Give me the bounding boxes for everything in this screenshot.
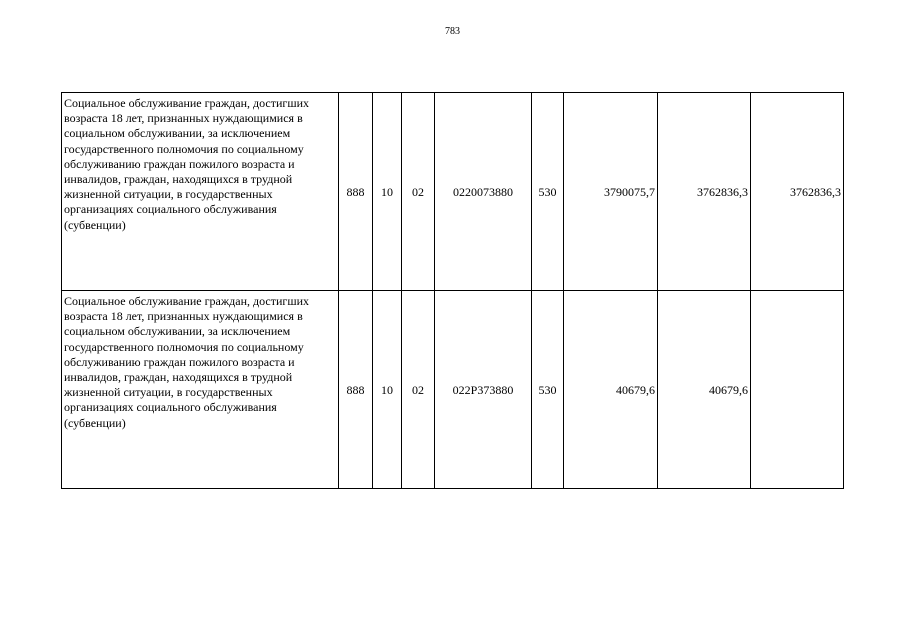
subsection-cell: 02 [402, 291, 435, 489]
page-number: 783 [445, 26, 460, 37]
amount-year-1-cell: 3790075,7 [564, 93, 658, 291]
amount-year-2-cell: 3762836,3 [658, 93, 751, 291]
expense-type-cell: 530 [532, 93, 564, 291]
amount-year-1-cell: 40679,6 [564, 291, 658, 489]
target-article-cell: 0220073880 [435, 93, 532, 291]
amount-year-2-cell: 40679,6 [658, 291, 751, 489]
budget-table [61, 92, 844, 489]
expense-name-cell: Социальное обслуживание граждан, достигших возраста 18 лет, признанных нуждающимися в социальном обслуживании, за исключением государственного полномочия по социальному обслуживанию граждан пожилого возраста и инвалидов, граждан, находящихся в трудной жизненной ситуации, в государственных организациях социального обслуживания (субвенции) [62, 291, 339, 489]
subsection-cell: 02 [402, 93, 435, 291]
target-article-cell: 022P373880 [435, 291, 532, 489]
ministry-code-cell: 888 [339, 291, 373, 489]
table-row [62, 291, 844, 489]
section-cell: 10 [373, 291, 402, 489]
expense-name-cell: Социальное обслуживание граждан, достигших возраста 18 лет, признанных нуждающимися в социальном обслуживании, за исключением государственного полномочия по социальному обслуживанию граждан пожилого возраста и инвалидов, граждан, находящихся в трудной жизненной ситуации, в государственных организациях социального обслуживания (субвенции) [62, 93, 339, 291]
ministry-code-cell: 888 [339, 93, 373, 291]
table-row [62, 93, 844, 291]
amount-year-3-cell: 3762836,3 [751, 93, 844, 291]
section-cell: 10 [373, 93, 402, 291]
amount-year-3-cell [751, 291, 844, 489]
expense-type-cell: 530 [532, 291, 564, 489]
